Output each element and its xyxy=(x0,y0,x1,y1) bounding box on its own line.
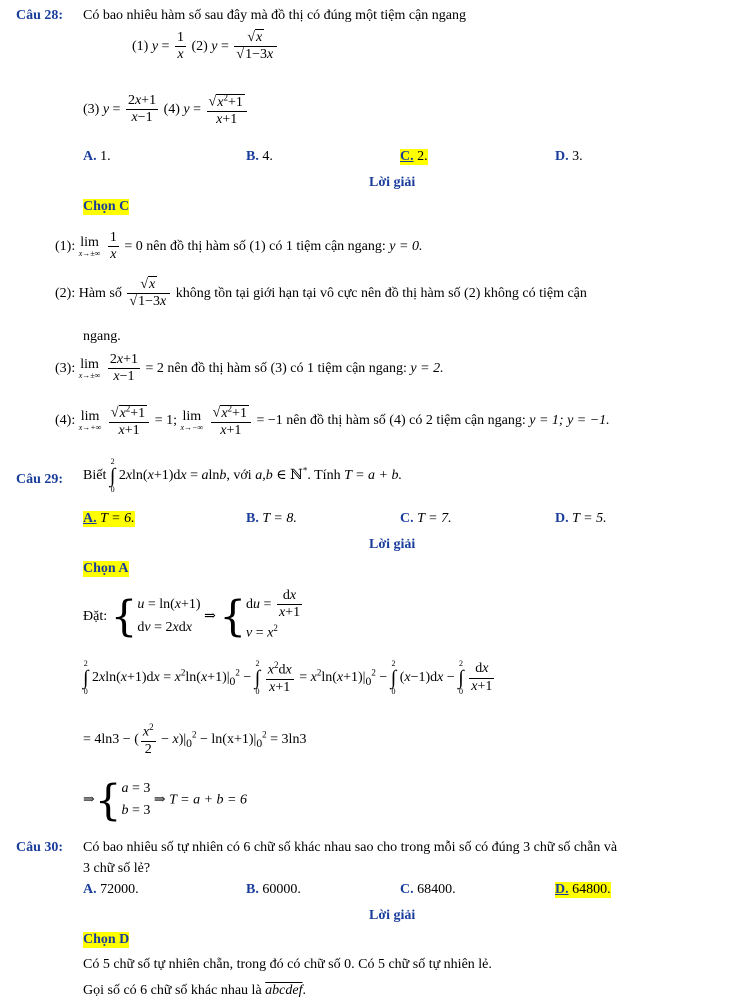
f4-tag: (4) xyxy=(163,102,180,118)
q28-functions-row1: (1) y = $\frac{1}{x}$ (2) y = $\frac{√x}{√1-3x}$ xyxy=(132,30,279,63)
f4-fraction: $\frac{√x^2+1}{x+1}$ xyxy=(207,92,247,128)
q30-label: Câu 30: xyxy=(16,840,64,855)
q28-label: Câu 28: xyxy=(16,8,64,23)
q28-option-d[interactable]: D. 3. xyxy=(555,149,583,164)
q29-integration-line: 2 ∫ 0 $2xln(x+1)dx = x^2\ln(x+1)|_0^2$ − 2 ∫ 0 $\frac{x^2dx}{x+1}$ = $x^2\ln(x+1)|_0^2$ − 2 ∫ 0 (x−1)dx − 2 ∫ 0 $\frac{dx}{x+1}$ xyxy=(83,659,493,696)
q29-substitution: Đặt: {u = ln(x+1) dv = 2xdx ⇒ {du = $\frac{dx}{x+1}$ $v = x^2$ xyxy=(83,588,301,641)
q30-question: Có bao nhiêu số tự nhiên có 6 chữ số khác nhau sao cho trong mỗi số có đúng 3 chữ số chẵn và xyxy=(83,840,618,855)
q28-step4: (4): lim x→+∞ $\frac{√x^2+1}{x+1}$ = 1; lim x→−∞ $\frac{√x^2+1}{x+1}$ = −1 nên đồ thị hàm số (4) có 2 tiệm cận ngang: y = 1; y = −1. xyxy=(55,403,610,438)
q28-option-b[interactable]: B. 4. xyxy=(246,149,273,164)
q28-option-c[interactable]: C. 2. xyxy=(400,149,428,164)
q29-label: Câu 29: xyxy=(16,472,64,487)
f1-fraction: $\frac{1}{x}$ xyxy=(176,30,184,63)
f2-tag: (2) xyxy=(191,38,208,54)
q28-step1: (1): lim x→±∞ $\frac{1}{x}$ = 0 nên đồ thị hàm số (1) có 1 tiệm cận ngang: y = 0. xyxy=(55,230,423,263)
f1-tag: (1) xyxy=(132,38,149,54)
q28-question: Có bao nhiêu hàm số sau đây mà đồ thị có đúng một tiệm cận ngang xyxy=(83,8,466,23)
f2-fraction: $\frac{√x}{√1-3x}$ xyxy=(234,30,277,63)
q28-functions-row2: (3) y = $\frac{2x+1}{x-1}$ (4) y = $\frac{√x^2+1}{x+1}$ xyxy=(83,92,249,128)
q28-option-a[interactable]: A. 1. xyxy=(83,149,111,164)
q29-question: Biết 2 ∫ 0 2xln(x+1)dx = alnb, với a,b ∈ ℕ*. Tính T = a + b. xyxy=(83,457,403,494)
number-abcdef: abcdef xyxy=(265,983,303,998)
q28-solution-title: Lời giải xyxy=(369,175,416,190)
q29-option-a[interactable]: A. T = 6. xyxy=(83,511,135,526)
q28-step2-cont: ngang. xyxy=(83,329,121,344)
q30-option-d[interactable]: D. 64800. xyxy=(555,882,611,897)
q29-option-b[interactable]: B. T = 8. xyxy=(246,511,297,526)
q29-evaluation-line: = 4ln3 − ( $\frac{x^2}{2}$ − $x)|_0^2 - \ln(x+1)|_0^2 = 3\ln 3$ xyxy=(83,722,307,757)
q28-step2: (2): Hàm số $\frac{√x}{√1-3x}$ không tồn tại giới hạn tại vô cực nên đồ thị hàm số (2) không có tiệm cận xyxy=(55,277,587,310)
q30-option-a[interactable]: A. 72000. xyxy=(83,882,139,897)
q30-option-c[interactable]: C. 68400. xyxy=(400,882,456,897)
q30-answer: Chọn D xyxy=(83,932,130,947)
f3-tag: (3) xyxy=(83,102,100,118)
q29-solution-title: Lời giải xyxy=(369,537,416,552)
q30-option-b[interactable]: B. 60000. xyxy=(246,882,301,897)
f3-fraction: $\frac{2x+1}{x-1}$ xyxy=(127,93,157,126)
q29-option-d[interactable]: D. T = 5. xyxy=(555,511,607,526)
q28-answer: Chọn C xyxy=(83,199,130,214)
q30-question-cont: 3 chữ số lẻ? xyxy=(83,861,151,876)
q30-solution-title: Lời giải xyxy=(369,908,416,923)
q29-final: ⇒{a = 3 b = 3 ⇒ T = a + b = 6 xyxy=(83,775,247,825)
q30-solution-line1: Có 5 chữ số tự nhiên chẵn, trong đó có chữ số 0. Có 5 chữ số tự nhiên lẻ. xyxy=(83,957,492,972)
q29-answer: Chọn A xyxy=(83,561,129,576)
q29-option-c[interactable]: C. T = 7. xyxy=(400,511,452,526)
q30-solution-line2: Gọi số có 6 chữ số khác nhau là abcdef. xyxy=(83,983,306,998)
q28-step3: (3): lim x→±∞ $\frac{2x+1}{x-1}$ = 2 nên đồ thị hàm số (3) có 1 tiệm cận ngang: y = 2. xyxy=(55,352,444,385)
